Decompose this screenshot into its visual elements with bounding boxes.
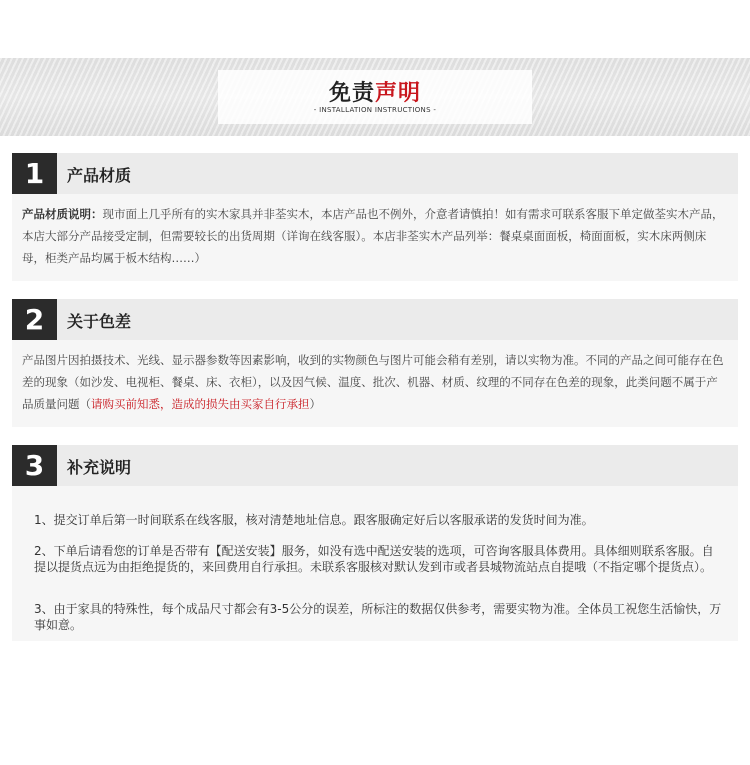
banner-title-box	[218, 70, 532, 124]
section-header	[12, 153, 738, 194]
lead-label: 产品材质说明：	[22, 207, 103, 221]
section-number: 3	[12, 445, 57, 486]
title-black-part: 免责	[328, 81, 375, 106]
section-color-difference	[12, 299, 738, 427]
section-material	[12, 153, 738, 281]
body-text: 产品图片因拍摄技术、光线、显示器参数等因素影响，收到的实物颜色与图片可能会稍有差别，请以实物为准。不同的产品之间可能存在色差的现象（如沙发、电视柜、餐桌、床、衣柜），以及因气候、温度、批次、机器、材质、纹理的不同存在色差的现象，此类问题不属于产品质量问题（	[22, 353, 724, 411]
list-item: 2、下单后请看您的订单是否带有【配送安装】服务，如没有选中配送安装的选项，可咨询客服具体费用。具体细则联系客服。自提以提货点远为由拒绝提货的，来回费用自行承担。未联系客服核对默认发到市或者县城物流站点自提哦（不指定哪个提货点）。	[34, 544, 714, 574]
section-supplementary	[12, 445, 738, 641]
section-number: 1	[12, 153, 57, 194]
section-header	[12, 299, 738, 340]
section-title: 关于色差	[67, 312, 132, 331]
section-body	[22, 349, 728, 415]
section-title: 产品材质	[67, 166, 132, 185]
section-header	[12, 445, 738, 486]
warning-text: 请购买前知悉，造成的损失由买家自行承担	[91, 397, 310, 411]
page-subtitle: - INSTALLATION INSTRUCTIONS -	[313, 106, 437, 114]
list-item: 1、提交订单后第一时间联系在线客服，核对清楚地址信息。跟客服确定好后以客服承诺的发货时间为准。	[34, 513, 594, 527]
header-banner	[0, 58, 750, 136]
list-item: 3、由于家具的特殊性，每个成品尺寸都会有3-5公分的误差，所标注的数据仅供参考，需要实物为准。全体员工祝您生活愉快，万事如意。	[34, 602, 722, 632]
section-title: 补充说明	[67, 458, 132, 477]
body-text: 现市面上几乎所有的实木家具并非荃实木，本店产品也不例外，介意者请慎拍！如有需求可联系客服下单定做荃实木产品，本店大部分产品接受定制，但需要较长的出货周期（详询在线客服）。本店非荃实木产品列举：餐桌桌面面板，椅面面板，实木床两侧床母，柜类产品均属于板木结构……）	[22, 207, 724, 265]
body-text-tail: ）	[309, 397, 321, 411]
section-number: 2	[12, 299, 57, 340]
page-title	[218, 76, 532, 107]
title-red-part: 声明	[375, 81, 422, 106]
section-body	[22, 203, 728, 269]
